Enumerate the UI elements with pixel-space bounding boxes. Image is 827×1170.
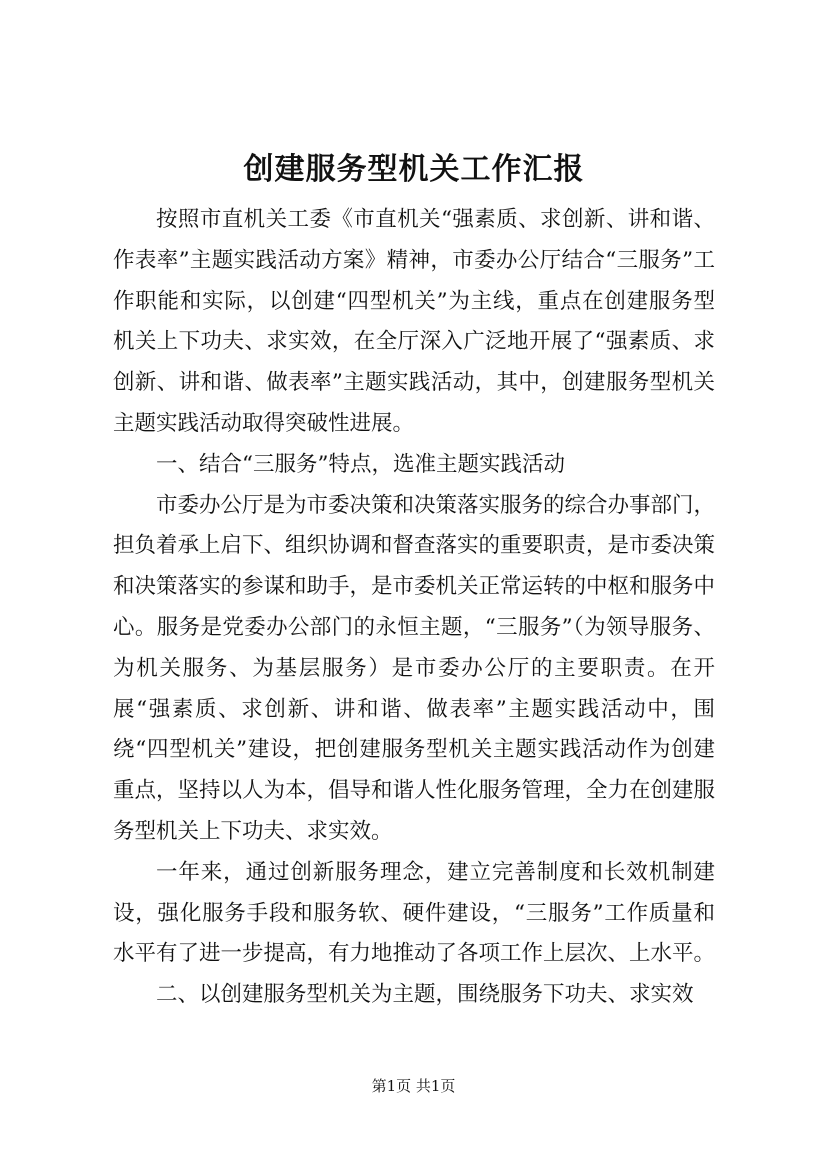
section-heading-1: 一、结合“三服务”特点，选准主题实践活动 [156, 451, 565, 477]
paragraph-year-results: 一年来，通过创新服务理念，建立完善制度和长效机制建设，强化服务手段和服务软、硬件建设，“三服务”工作质量和水平有了进一步提高，有力地推动了各项工作上层次、上水平。 [113, 859, 716, 967]
document-title: 创建服务型机关工作汇报 [243, 152, 585, 187]
paragraph-office-role: 市委办公厅是为市委决策和决策落实服务的综合办事部门，担负着承上启下、组织协调和督查落实的重要职责，是市委决策和决策落实的参谋和助手，是市委机关正常运转的中枢和服务中心。服务是党委办公部门的永恒主题，“三服务”（为领导服务、为机关服务、为基层服务）是市委办公厅的主要职责。在开展“强素质、求创新、讲和谐、做表率”主题实践活动中，围绕“四型机关”建设，把创建服务型机关主题实践活动作为创建重点，坚持以人为本，倡导和谐人性化服务管理，全力在创建服务型机关上下功夫、求实效。 [113, 492, 716, 844]
page-footer: 第1页 共1页 [371, 1077, 456, 1095]
section-heading-2: 二、以创建服务型机关为主题，围绕服务下功夫、求实效 [156, 982, 694, 1008]
paragraph-intro: 按照市直机关工委《市直机关“强素质、求创新、讲和谐、作表率”主题实践活动方案》精神，市委办公厅结合“三服务”工作职能和实际，以创建“四型机关”为主线，重点在创建服务型机关上下功夫、求实效，在全厅深入广泛地开展了“强素质、求创新、讲和谐、做表率”主题实践活动，其中，创建服务型机关主题实践活动取得突破性进展。 [113, 207, 715, 436]
